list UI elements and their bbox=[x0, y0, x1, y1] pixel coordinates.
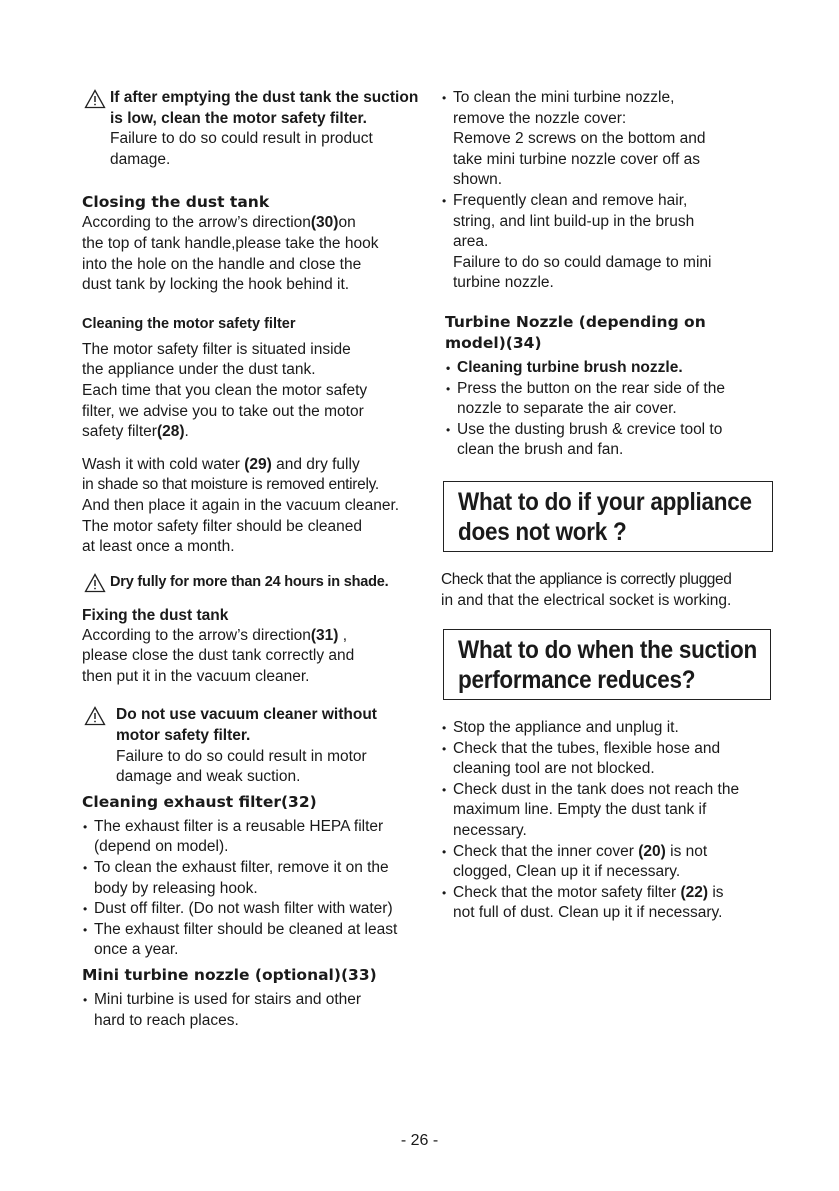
box-title-line: performance reduces? bbox=[458, 666, 696, 695]
warning-body-line: Failure to do so could result in product bbox=[110, 130, 373, 148]
mini-turbine-cleaning-list bbox=[441, 88, 771, 294]
warning-triangle-icon bbox=[84, 89, 106, 109]
warning-body-line: damage. bbox=[110, 150, 171, 168]
list-item: • Frequently clean and remove hair, string, and lint build-up in the brush area. Failure to do so could damage to mini turbine nozzle. bbox=[441, 191, 771, 294]
motor-filter-line: The motor safety filter is situated inside bbox=[82, 340, 351, 358]
motor-filter-line: the appliance under the dust tank. bbox=[82, 361, 316, 379]
list-item: • Check that the inner cover (20) is not clogged, Clean up it if necessary. bbox=[441, 842, 771, 883]
warning-body-line: Failure to do so could result in motor bbox=[116, 747, 367, 765]
turbine-nozzle-list bbox=[445, 358, 771, 461]
box-title-line: What to do if your appliance bbox=[458, 487, 752, 516]
closing-line: the top of tank handle,please take the hook bbox=[82, 234, 379, 252]
wash-line: in shade so that moisture is removed entirely. bbox=[82, 476, 379, 494]
warning-triangle-icon bbox=[84, 706, 106, 726]
closing-line: dust tank by locking the hook behind it. bbox=[82, 276, 350, 294]
list-item: • The exhaust filter is a reusable HEPA filter (depend on model). bbox=[82, 817, 434, 858]
warning-title-line: If after emptying the dust tank the suction bbox=[110, 89, 419, 106]
warning-dry-fully bbox=[84, 572, 434, 593]
list-item: • To clean the exhaust filter, remove it on the body by releasing hook. bbox=[82, 858, 434, 899]
left-column bbox=[82, 88, 434, 1031]
warning-title-line: is low, clean the motor safety filter. bbox=[110, 109, 367, 127]
wash-line: And then place it again in the vacuum cleaner. bbox=[82, 496, 400, 514]
turbine-nozzle-heading: Turbine Nozzle (depending on bbox=[445, 312, 706, 331]
warning-body-line: damage and weak suction. bbox=[116, 768, 301, 786]
wash-line: The motor safety filter should be cleaned bbox=[82, 517, 363, 535]
warning-suction-low bbox=[84, 88, 434, 170]
box-title-line: What to do when the suction bbox=[458, 636, 757, 665]
suction-box bbox=[443, 629, 771, 700]
list-item: • To clean the mini turbine nozzle, remove the nozzle cover: Remove 2 screws on the bottom and take mini turbine nozzle cover off as shown. bbox=[441, 88, 771, 191]
closing-dust-tank-heading: Closing the dust tank bbox=[82, 193, 270, 212]
mini-turbine-list bbox=[82, 990, 434, 1031]
fixing-line: then put it in the vacuum cleaner. bbox=[82, 667, 310, 685]
turbine-nozzle-heading: model)(34) bbox=[445, 333, 542, 352]
page-number: - 26 - bbox=[400, 1132, 439, 1149]
warning-title-line: Do not use vacuum cleaner without bbox=[116, 706, 377, 724]
motor-filter-line: Each time that you clean the motor safety bbox=[82, 381, 368, 399]
mini-turbine-heading: Mini turbine nozzle (optional)(33) bbox=[82, 966, 377, 984]
suction-check-list bbox=[441, 718, 771, 924]
check-line: in and that the electrical socket is working. bbox=[441, 591, 732, 609]
right-column bbox=[441, 88, 771, 924]
list-item: • Mini turbine is used for stairs and other hard to reach places. bbox=[82, 990, 434, 1031]
list-item: • Dust off filter. (Do not wash filter with water) bbox=[82, 899, 434, 920]
box-title-line: does not work ? bbox=[458, 517, 627, 546]
wash-line: Wash it with cold water (29) and dry fully bbox=[82, 455, 360, 473]
list-item: • Check that the tubes, flexible hose and cleaning tool are not blocked. bbox=[441, 739, 771, 780]
fixing-dust-tank-heading: Fixing the dust tank bbox=[82, 606, 229, 624]
warning-no-filter bbox=[84, 705, 434, 787]
list-item: • Cleaning turbine brush nozzle. bbox=[445, 358, 771, 379]
not-working-box bbox=[443, 481, 773, 552]
check-line: Check that the appliance is correctly plugged bbox=[441, 570, 732, 588]
list-item: • The exhaust filter should be cleaned at least once a year. bbox=[82, 920, 434, 961]
wash-line: at least once a month. bbox=[82, 538, 235, 556]
fixing-line: According to the arrow’s direction(31) , bbox=[82, 626, 348, 644]
list-item: • Check that the motor safety filter (22) is not full of dust. Clean up it if necessary. bbox=[441, 883, 771, 924]
list-item: • Press the button on the rear side of the nozzle to separate the air cover. bbox=[445, 379, 771, 420]
closing-line: into the hole on the handle and close the bbox=[82, 255, 362, 273]
fixing-line: please close the dust tank correctly and bbox=[82, 647, 355, 665]
motor-filter-line: safety filter(28). bbox=[82, 423, 189, 441]
list-item: • Check dust in the tank does not reach the maximum line. Empty the dust tank if necessary. bbox=[441, 780, 771, 842]
closing-line: According to the arrow’s direction(30)on bbox=[82, 214, 356, 232]
exhaust-filter-list bbox=[82, 817, 434, 961]
motor-filter-line: filter, we advise you to take out the motor bbox=[82, 402, 364, 420]
motor-filter-heading: Cleaning the motor safety filter bbox=[82, 315, 296, 332]
warning-title-line: motor safety filter. bbox=[116, 727, 251, 745]
list-item: • Stop the appliance and unplug it. bbox=[441, 718, 771, 739]
warning-triangle-icon bbox=[84, 573, 106, 593]
list-item: • Use the dusting brush & crevice tool to clean the brush and fan. bbox=[445, 420, 771, 461]
turbine-nozzle-section bbox=[445, 312, 771, 461]
exhaust-filter-heading: Cleaning exhaust filter(32) bbox=[82, 792, 317, 811]
warning-dry-text: Dry fully for more than 24 hours in shade. bbox=[110, 573, 389, 590]
